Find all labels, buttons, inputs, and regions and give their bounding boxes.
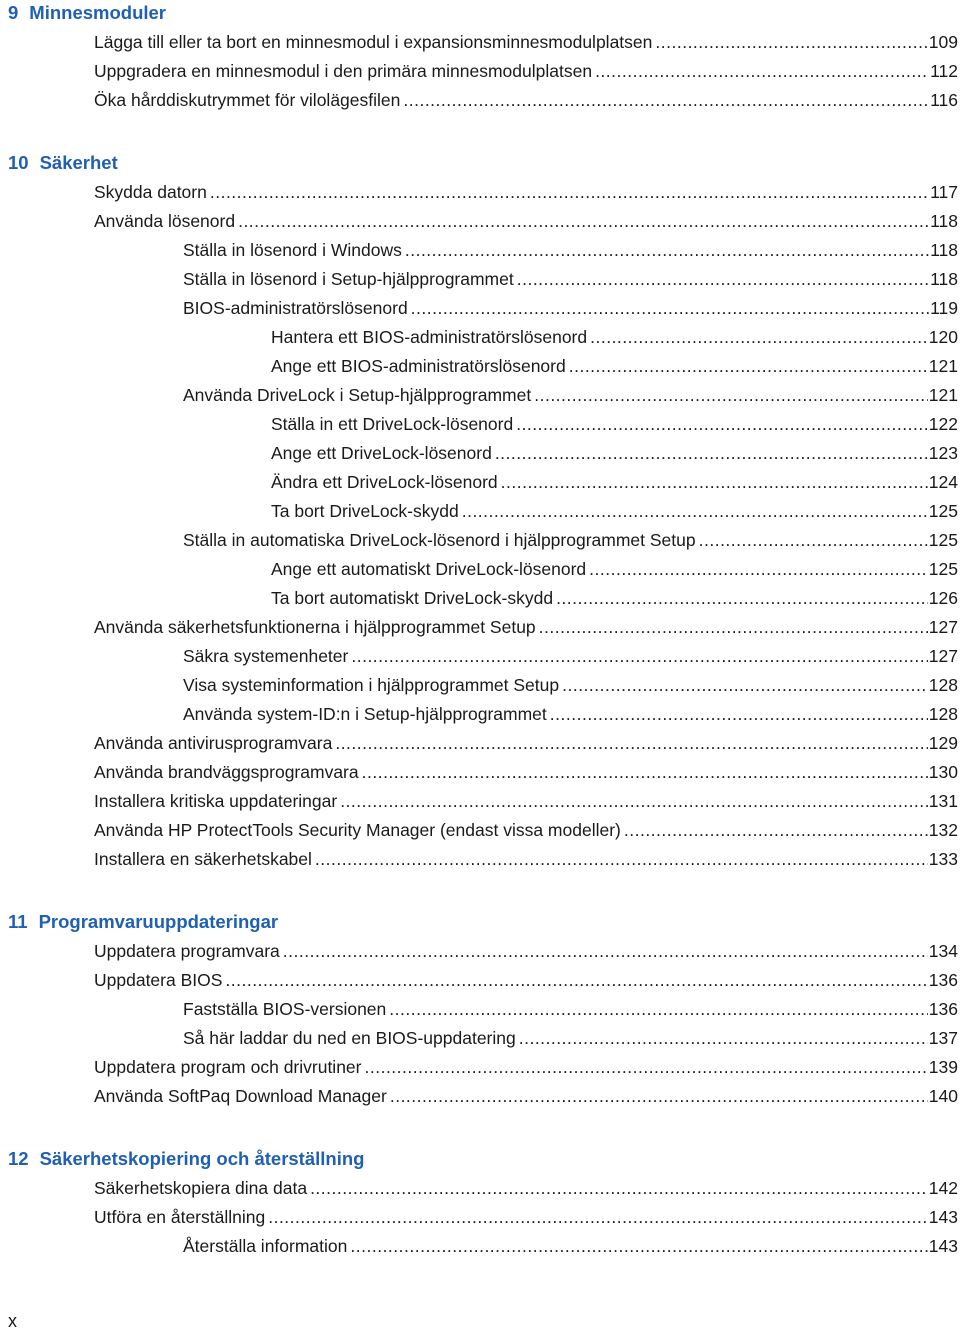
section-gap bbox=[0, 1111, 960, 1146]
toc-entry[interactable] bbox=[0, 671, 960, 700]
toc-entry-title: Lägga till eller ta bort en minnesmodul i expansionsminnesmodulplatsen bbox=[94, 32, 653, 52]
dot-leader bbox=[335, 729, 927, 758]
dot-leader bbox=[310, 1174, 928, 1203]
toc-entry[interactable] bbox=[0, 845, 960, 874]
toc-entry[interactable] bbox=[0, 86, 960, 115]
toc-entry-page: 125 bbox=[928, 501, 958, 521]
dot-leader bbox=[655, 28, 927, 57]
dot-leader bbox=[225, 966, 927, 995]
toc-entry-title: Uppdatera programvara bbox=[94, 941, 280, 961]
toc-entry-page: 127 bbox=[928, 646, 958, 666]
dot-leader bbox=[210, 178, 929, 207]
dot-leader bbox=[403, 86, 929, 115]
toc-entry[interactable] bbox=[0, 584, 960, 613]
dot-leader bbox=[539, 613, 928, 642]
toc-entry-page: 119 bbox=[930, 298, 958, 318]
toc-entry-title: Använda säkerhetsfunktionerna i hjälpprogrammet Setup bbox=[94, 617, 536, 637]
toc-entry[interactable] bbox=[0, 758, 960, 787]
dot-leader bbox=[350, 1232, 927, 1261]
toc-entry[interactable] bbox=[0, 323, 960, 352]
toc-entry[interactable] bbox=[0, 439, 960, 468]
toc-entry-title: Uppdatera program och drivrutiner bbox=[94, 1057, 362, 1077]
toc-entry[interactable] bbox=[0, 28, 960, 57]
toc-entry[interactable] bbox=[0, 352, 960, 381]
dot-leader bbox=[411, 294, 929, 323]
toc-entry-page: 117 bbox=[930, 182, 958, 202]
toc-entry[interactable] bbox=[0, 526, 960, 555]
toc-entry-title: Ange ett BIOS-administratörslösenord bbox=[271, 356, 566, 376]
toc-entry-page: 118 bbox=[930, 269, 958, 289]
toc-entry-title: Använda DriveLock i Setup-hjälpprogrammet bbox=[183, 385, 532, 405]
toc-entry-page: 128 bbox=[928, 704, 958, 724]
toc-entry-page: 126 bbox=[928, 588, 958, 608]
chapter-entries bbox=[0, 1174, 960, 1261]
toc-entry-page: 128 bbox=[928, 675, 958, 695]
toc-entry-title: Utföra en återställning bbox=[94, 1207, 266, 1227]
toc-entry-page: 127 bbox=[928, 617, 958, 637]
dot-leader bbox=[624, 816, 928, 845]
dot-leader bbox=[390, 1082, 928, 1111]
toc-entry[interactable] bbox=[0, 729, 960, 758]
toc-entry[interactable] bbox=[0, 178, 960, 207]
dot-leader bbox=[268, 1203, 928, 1232]
toc-entry-title: Installera en säkerhetskabel bbox=[94, 849, 312, 869]
toc-entry[interactable] bbox=[0, 1174, 960, 1203]
toc-entry[interactable] bbox=[0, 816, 960, 845]
toc-entry-title: Installera kritiska uppdateringar bbox=[94, 791, 338, 811]
dot-leader bbox=[517, 265, 929, 294]
toc-entry-title: Ställa in automatiska DriveLock-lösenord i hjälpprogrammet Setup bbox=[183, 530, 696, 550]
toc-entry-page: 121 bbox=[928, 356, 958, 376]
toc-entry-title: Ställa in lösenord i Setup-hjälpprogrammet bbox=[183, 269, 514, 289]
dot-leader bbox=[534, 381, 928, 410]
dot-leader bbox=[340, 787, 928, 816]
toc-entry-page: 142 bbox=[928, 1178, 958, 1198]
toc-entry-page: 130 bbox=[928, 762, 958, 782]
chapter-entries bbox=[0, 937, 960, 1111]
chapter-entries bbox=[0, 28, 960, 115]
toc-entry-page: 118 bbox=[930, 240, 958, 260]
toc-entry[interactable] bbox=[0, 265, 960, 294]
dot-leader bbox=[501, 468, 928, 497]
dot-leader bbox=[362, 758, 928, 787]
toc-entry-title: Så här laddar du ned en BIOS-uppdatering bbox=[183, 1028, 516, 1048]
toc-entry-page: 131 bbox=[928, 791, 958, 811]
chapter-number: 9 bbox=[8, 2, 19, 23]
dot-leader bbox=[462, 497, 928, 526]
toc-entry-title: Hantera ett BIOS-administratörslösenord bbox=[271, 327, 588, 347]
toc-entry-page: 120 bbox=[928, 327, 958, 347]
dot-leader bbox=[516, 410, 928, 439]
toc-entry-page: 116 bbox=[930, 90, 958, 110]
toc-entry-title: Visa systeminformation i hjälpprogrammet Setup bbox=[183, 675, 560, 695]
toc-entry-page: 118 bbox=[930, 211, 958, 231]
toc-entry[interactable] bbox=[0, 937, 960, 966]
toc-entry[interactable] bbox=[0, 995, 960, 1024]
chapter-heading[interactable] bbox=[8, 0, 960, 26]
toc-entry-title: Ange ett automatiskt DriveLock-lösenord bbox=[271, 559, 587, 579]
toc-entry-page: 122 bbox=[928, 414, 958, 434]
toc-entry-title: Ta bort DriveLock-skydd bbox=[271, 501, 459, 521]
toc-entry[interactable] bbox=[0, 497, 960, 526]
chapter-number: 12 bbox=[8, 1148, 29, 1169]
toc-entry[interactable] bbox=[0, 1053, 960, 1082]
toc-entry-page: 129 bbox=[928, 733, 958, 753]
dot-leader bbox=[556, 584, 928, 613]
toc-entry-title: Använda lösenord bbox=[94, 211, 236, 231]
dot-leader bbox=[351, 642, 927, 671]
toc-entry-page: 139 bbox=[928, 1057, 958, 1077]
dot-leader bbox=[590, 323, 928, 352]
dot-leader bbox=[569, 352, 928, 381]
toc-entry[interactable] bbox=[0, 57, 960, 86]
toc-entry-page: 136 bbox=[928, 970, 958, 990]
section-gap bbox=[0, 874, 960, 909]
page-number-footer: x bbox=[8, 1311, 17, 1331]
toc-entry-title: BIOS-administratörslösenord bbox=[183, 298, 408, 318]
dot-leader bbox=[405, 236, 929, 265]
chapter-heading[interactable] bbox=[8, 150, 960, 176]
toc-entry-page: 125 bbox=[928, 530, 958, 550]
toc-entry[interactable] bbox=[0, 207, 960, 236]
toc-entry[interactable] bbox=[0, 381, 960, 410]
toc-entry[interactable] bbox=[0, 966, 960, 995]
toc-entry[interactable] bbox=[0, 1232, 960, 1261]
dot-leader bbox=[699, 526, 928, 555]
toc-entry[interactable] bbox=[0, 1024, 960, 1053]
toc-entry-page: 123 bbox=[928, 443, 958, 463]
dot-leader bbox=[595, 57, 929, 86]
toc-entry[interactable] bbox=[0, 1082, 960, 1111]
toc-entry-title: Ställa in ett DriveLock-lösenord bbox=[271, 414, 514, 434]
toc-entry[interactable] bbox=[0, 236, 960, 265]
toc-entry-title: Använda brandväggsprogramvara bbox=[94, 762, 359, 782]
toc-entry-page: 124 bbox=[928, 472, 958, 492]
toc-entry-page: 134 bbox=[928, 941, 958, 961]
toc-entry-page: 143 bbox=[928, 1236, 958, 1256]
toc-entry-page: 109 bbox=[928, 32, 958, 52]
chapter-title: Programvaruuppdateringar bbox=[38, 911, 279, 932]
toc-entry-title: Ändra ett DriveLock-lösenord bbox=[271, 472, 498, 492]
toc-entry-page: 125 bbox=[928, 559, 958, 579]
toc-entry[interactable] bbox=[0, 787, 960, 816]
toc-entry-title: Återställa information bbox=[183, 1236, 348, 1256]
toc-entry[interactable] bbox=[0, 613, 960, 642]
toc-entry-page: 136 bbox=[928, 999, 958, 1019]
toc-entry[interactable] bbox=[0, 410, 960, 439]
dot-leader bbox=[389, 995, 928, 1024]
toc-entry-page: 137 bbox=[928, 1028, 958, 1048]
chapter-heading[interactable] bbox=[8, 1146, 960, 1172]
dot-leader bbox=[589, 555, 928, 584]
chapter-heading[interactable] bbox=[8, 909, 960, 935]
section-gap bbox=[0, 115, 960, 150]
toc-entry-page: 121 bbox=[928, 385, 958, 405]
toc-entry-page: 112 bbox=[930, 61, 958, 81]
dot-leader bbox=[283, 937, 928, 966]
dot-leader bbox=[315, 845, 928, 874]
toc-entry-title: Uppdatera BIOS bbox=[94, 970, 223, 990]
dot-leader bbox=[238, 207, 929, 236]
chapter-entries bbox=[0, 178, 960, 874]
dot-leader bbox=[562, 671, 928, 700]
toc-entry-title: Öka hårddiskutrymmet för vilolägesfilen bbox=[94, 90, 401, 110]
toc-entry-title: Ange ett DriveLock-lösenord bbox=[271, 443, 492, 463]
toc-entry-title: Uppgradera en minnesmodul i den primära minnesmodulplatsen bbox=[94, 61, 593, 81]
toc-entry-page: 143 bbox=[928, 1207, 958, 1227]
dot-leader bbox=[519, 1024, 928, 1053]
chapter-title: Säkerhet bbox=[39, 152, 118, 173]
toc-entry-title: Säkra systemenheter bbox=[183, 646, 349, 666]
toc-entry[interactable] bbox=[0, 294, 960, 323]
dot-leader bbox=[495, 439, 928, 468]
toc-entry-page: 133 bbox=[928, 849, 958, 869]
toc-entry[interactable] bbox=[0, 555, 960, 584]
toc-entry-title: Använda HP ProtectTools Security Manager (endast vissa modeller) bbox=[94, 820, 621, 840]
toc-entry[interactable] bbox=[0, 468, 960, 497]
dot-leader bbox=[365, 1053, 928, 1082]
toc-entry[interactable] bbox=[0, 642, 960, 671]
toc-entry[interactable] bbox=[0, 700, 960, 729]
toc-entry-page: 132 bbox=[928, 820, 958, 840]
toc-entry-title: Skydda datorn bbox=[94, 182, 207, 202]
toc-entry-title: Använda SoftPaq Download Manager bbox=[94, 1086, 387, 1106]
toc-entry-title: Ställa in lösenord i Windows bbox=[183, 240, 402, 260]
toc-entry-title: Ta bort automatiskt DriveLock-skydd bbox=[271, 588, 554, 608]
toc-entry-title: Fastställa BIOS-versionen bbox=[183, 999, 387, 1019]
dot-leader bbox=[550, 700, 928, 729]
chapter-title: Minnesmoduler bbox=[29, 2, 167, 23]
chapter-title: Säkerhetskopiering och återställning bbox=[39, 1148, 365, 1169]
toc-entry-title: Använda system-ID:n i Setup-hjälpprogrammet bbox=[183, 704, 547, 724]
toc-entry-page: 140 bbox=[928, 1086, 958, 1106]
toc-entry[interactable] bbox=[0, 1203, 960, 1232]
toc-entry-title: Använda antivirusprogramvara bbox=[94, 733, 333, 753]
toc-entry-title: Säkerhetskopiera dina data bbox=[94, 1178, 308, 1198]
chapter-number: 10 bbox=[8, 152, 29, 173]
chapter-number: 11 bbox=[8, 911, 28, 932]
